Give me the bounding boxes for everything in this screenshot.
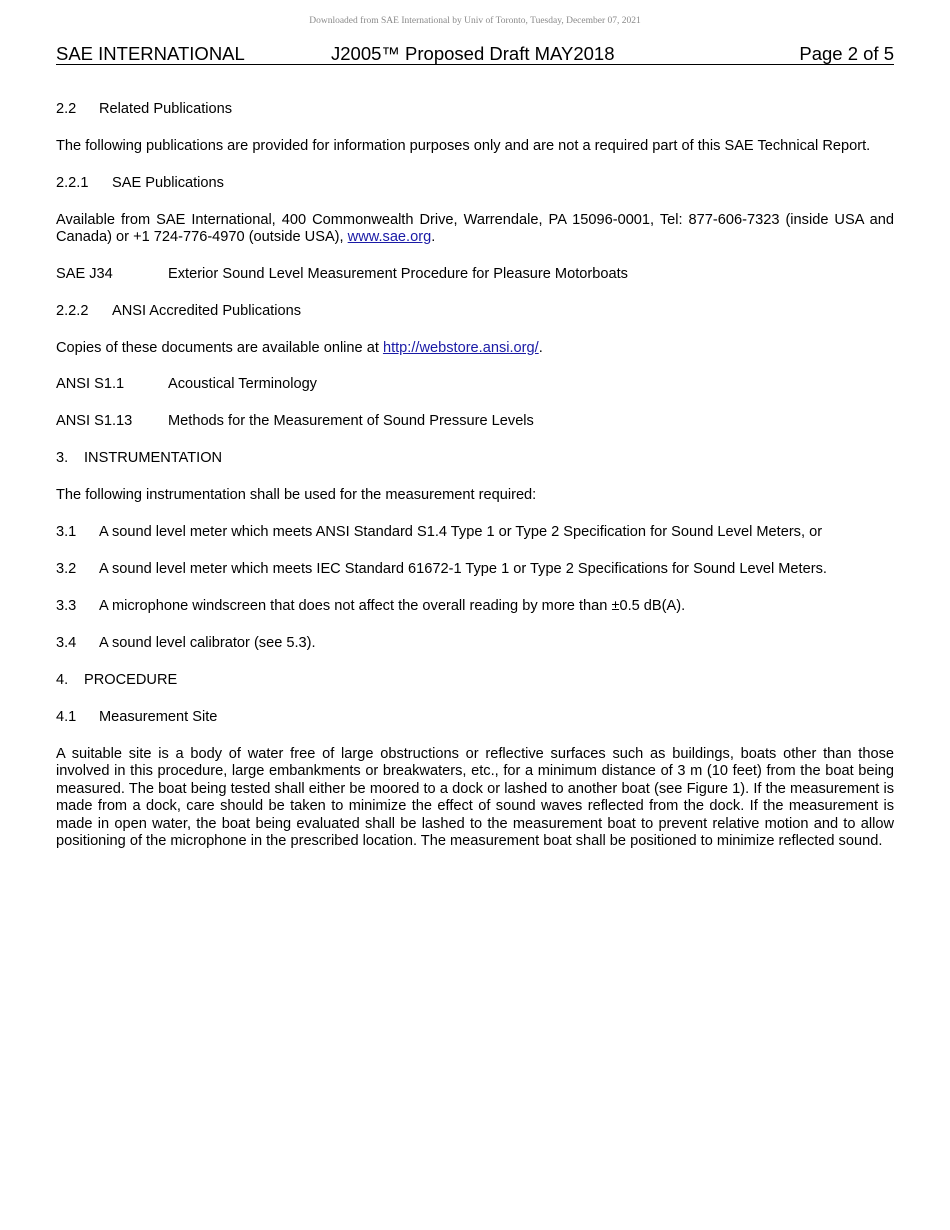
- item-text: A microphone windscreen that does not affect the overall reading by more than ±0.5 dB(A).: [99, 597, 686, 614]
- header-document-title: J2005™ Proposed Draft MAY2018: [331, 43, 615, 64]
- ansi-webstore-link[interactable]: http://webstore.ansi.org/: [382, 339, 539, 356]
- page-header: [56, 44, 894, 65]
- reference-code: ANSI S1.13: [56, 413, 133, 429]
- item-text: A sound level meter which meets ANSI Standard S1.4 Type 1 or Type 2 Specification for Sound Level Meters, or: [99, 523, 823, 540]
- reference-description: Methods for the Measurement of Sound Pressure Levels: [168, 413, 534, 429]
- item-3-1: [56, 524, 894, 542]
- item-3-2: [56, 561, 894, 579]
- section-2-2-heading: [56, 101, 894, 119]
- reference-code: SAE J34: [56, 265, 113, 282]
- section-number: 2.2: [56, 101, 77, 117]
- section-title: SAE Publications: [112, 174, 224, 191]
- sae-availability-text: Available from SAE International, 400 Commonwealth Drive, Warrendale, PA 15096-0001, Tel: 877-606-7323 (inside USA and Canada) or +1 724-776-4970 (outside USA),: [56, 211, 894, 245]
- section-title: INSTRUMENTATION: [84, 450, 223, 466]
- sae-availability-period: .: [431, 229, 436, 245]
- download-watermark: Downloaded from SAE International by Univ of Toronto, Tuesday, December 07, 2021: [309, 16, 641, 26]
- reference-sae-j34: [56, 266, 894, 284]
- sae-availability-paragraph: [56, 212, 894, 247]
- header-page-number: Page 2 of 5: [799, 43, 894, 64]
- item-number: 3.4: [56, 634, 77, 651]
- ansi-availability-period: .: [538, 339, 543, 356]
- section-number: 2.2.1: [56, 174, 89, 191]
- item-number: 3.1: [56, 523, 77, 540]
- item-3-3: [56, 598, 894, 616]
- item-3-4: [56, 635, 894, 653]
- document-body: [56, 101, 894, 870]
- ansi-availability-text: Copies of these documents are available online at: [56, 339, 383, 356]
- section-4-1-heading: [56, 709, 894, 727]
- sae-website-link[interactable]: www.sae.org: [347, 229, 432, 245]
- section-3-heading: [56, 450, 894, 468]
- header-organization: SAE INTERNATIONAL: [56, 43, 245, 64]
- section-number: 3.: [56, 450, 69, 466]
- section-4-heading: [56, 672, 894, 690]
- item-number: 3.3: [56, 597, 77, 614]
- section-title: ANSI Accredited Publications: [112, 302, 302, 319]
- reference-description: Exterior Sound Level Measurement Procedure for Pleasure Motorboats: [168, 265, 628, 282]
- related-publications-intro: The following publications are provided for information purposes only and are not a required part of this SAE Technical Report.: [56, 138, 871, 154]
- item-number: 3.2: [56, 560, 77, 577]
- ansi-availability-paragraph: [56, 340, 894, 358]
- section-title: Related Publications: [99, 101, 233, 117]
- section-number: 4.1: [56, 708, 77, 725]
- section-2-2-1-heading: [56, 175, 894, 193]
- item-text: A sound level meter which meets IEC Standard 61672-1 Type 1 or Type 2 Specifications for Sound Level Meters.: [99, 560, 827, 577]
- instrumentation-intro: The following instrumentation shall be used for the measurement required:: [56, 487, 537, 503]
- reference-description: Acoustical Terminology: [168, 376, 317, 392]
- reference-ansi-s1-1: [56, 376, 894, 394]
- item-text: A sound level calibrator (see 5.3).: [99, 634, 316, 651]
- reference-code: ANSI S1.1: [56, 376, 125, 392]
- section-number: 2.2.2: [56, 302, 89, 319]
- section-number: 4.: [56, 671, 69, 688]
- reference-ansi-s1-13: [56, 413, 894, 431]
- section-title: Measurement Site: [99, 708, 218, 725]
- measurement-site-paragraph: A suitable site is a body of water free of large obstructions or reflective surfaces such as buildings, boats other than those involved in this procedure, large embankments or breakwaters, etc., for a minimum distance of 3 m (10 feet) from the boat being measured. The boat being tested shall either be moored to a dock or lashed to another boat (see Figure 1). If the measurement is made from a dock, care should be taken to minimize the effect of sound waves reflected from the dock. If the measurement is made in open water, the boat being evaluated shall be lashed to the measurement boat to prevent relative motion and to allow positioning of the microphone in the prescribed location. The measurement boat shall be positioned to minimize reflected sound.: [56, 745, 894, 849]
- section-2-2-2-heading: [56, 303, 894, 321]
- section-title: PROCEDURE: [84, 671, 178, 688]
